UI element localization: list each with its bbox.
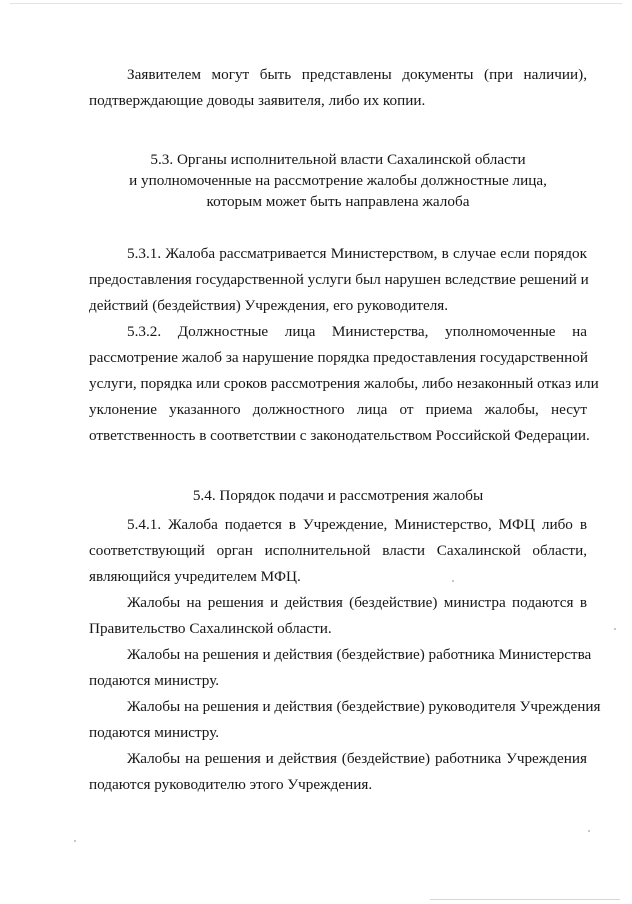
scan-speck — [614, 628, 616, 630]
section-5-3-heading-line-1: 5.3. Органы исполнительной власти Сахалинской области — [150, 151, 526, 168]
section-5-3-heading-line-3: которым может быть направлена жалоба — [206, 193, 470, 210]
scan-bottom-edge — [430, 899, 620, 900]
scan-speck — [588, 830, 590, 832]
p-head-line-1: Жалобы на решения и действия (бездействие) руководителя Учреждения — [127, 698, 601, 715]
p-minister-line-1: Жалобы на решения и действия (бездействие) министра подаются в — [127, 594, 587, 611]
p-5-3-1-line-1: 5.3.1. Жалоба рассматривается Министерством, в случае если порядок — [127, 245, 587, 262]
section-5-4-heading: 5.4. Порядок подачи и рассмотрения жалобы — [192, 487, 484, 504]
p-institution-worker-line-2: подаются руководителю этого Учреждения. — [89, 776, 373, 793]
p-5-4-1-line-1: 5.4.1. Жалоба подается в Учреждение, Министерство, МФЦ либо в — [127, 516, 587, 533]
p-ministry-worker-line-1: Жалобы на решения и действия (бездействие) работника Министерства — [127, 646, 592, 663]
p-5-3-1-line-2: предоставления государственной услуги был нарушен вследствие решений и — [89, 271, 589, 288]
p-5-3-2-line-4: уклонение указанного должностного лица от приема жалобы, несут — [89, 401, 587, 418]
p-head-line-2: подаются министру. — [89, 724, 220, 741]
p-5-3-2-line-5: ответственность в соответствии с законодательством Российской Федерации. — [89, 427, 590, 444]
p-minister-line-2: Правительство Сахалинской области. — [89, 620, 332, 637]
p-5-4-1-line-3: являющийся учредителем МФЦ. — [89, 568, 301, 585]
section-5-3-heading-line-2: и уполномоченные на рассмотрение жалобы должностные лица, — [129, 172, 547, 189]
intro-line-2: подтверждающие доводы заявителя, либо их копии. — [89, 92, 426, 109]
p-5-4-1-line-2: соответствующий орган исполнительной власти Сахалинской области, — [89, 542, 587, 559]
p-ministry-worker-line-2: подаются министру. — [89, 672, 220, 689]
scan-speck — [74, 840, 76, 842]
p-institution-worker-line-1: Жалобы на решения и действия (бездействие) работника Учреждения — [127, 750, 587, 767]
p-5-3-2-line-2: рассмотрение жалоб за нарушение порядка предоставления государственной — [89, 349, 589, 366]
scan-top-edge — [10, 3, 622, 4]
p-5-3-1-line-3: действий (бездействия) Учреждения, его руководителя. — [89, 297, 449, 314]
intro-line-1: Заявителем могут быть представлены документы (при наличии), — [127, 66, 587, 83]
scan-speck — [452, 580, 454, 582]
p-5-3-2-line-3: услуги, порядка или сроков рассмотрения жалобы, либо незаконный отказ или — [89, 375, 599, 392]
p-5-3-2-line-1: 5.3.2. Должностные лица Министерства, уполномоченные на — [127, 323, 587, 340]
